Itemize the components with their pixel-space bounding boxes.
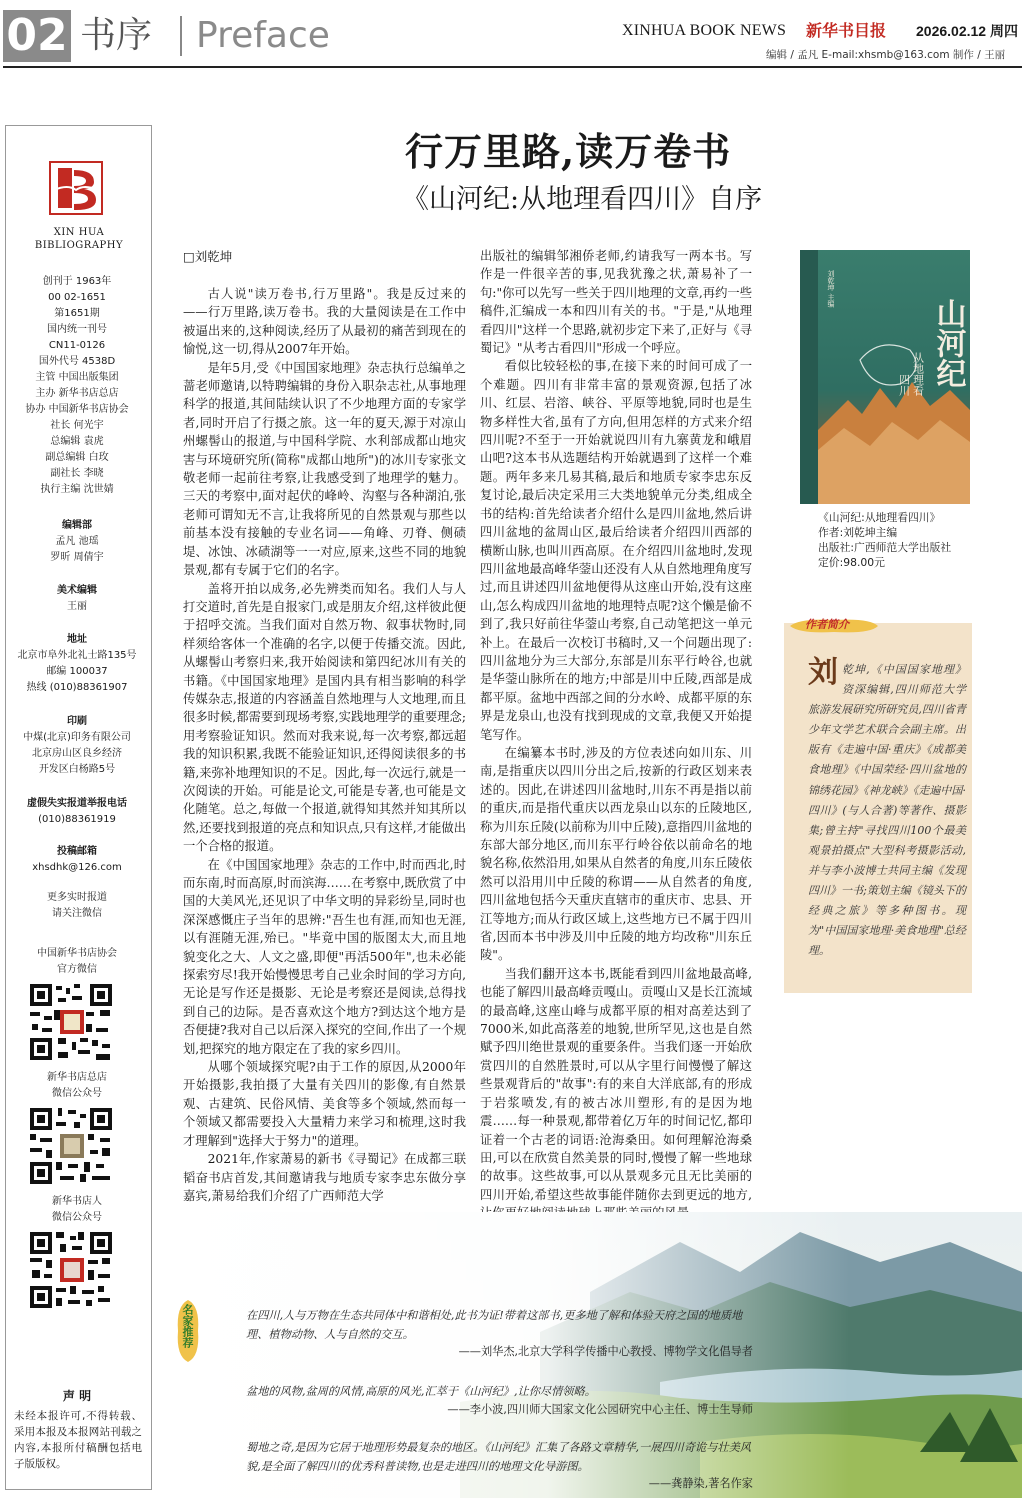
art-name: 王丽 xyxy=(67,601,87,612)
print-label: 印刷 xyxy=(67,716,87,727)
follow-block xyxy=(8,890,146,922)
info-line: 国内统一刊号 xyxy=(47,324,107,335)
book-title: 《山河纪:从地理看四川》 xyxy=(818,511,941,524)
info-line: 社长 何光宇 xyxy=(50,420,104,431)
info-line: 第1651期 xyxy=(54,308,100,319)
editorial-label: 编辑部 xyxy=(62,520,92,531)
printer-block xyxy=(8,714,146,778)
printer-line: 中煤(北京)印务有限公司 xyxy=(23,732,131,743)
qr-label-line: 中国新华书店协会 xyxy=(37,948,117,959)
recommend-quote-1: 在四川,人与万物在生态共同体中和谐相处,此书为证!带着这部书,更多地了解和体验天府之国的地质地理、植物动物、人与自然的交互。 xyxy=(246,1309,743,1341)
recommend-tag: 名家推荐 xyxy=(181,1304,194,1348)
article-subtitle: 《山河纪:从地理看四川》自序 xyxy=(402,184,763,215)
report-label: 虚假失实报道举报电话 xyxy=(27,798,127,809)
recommend-source-3: ——龚静染,著名作家 xyxy=(648,1477,753,1490)
printer-line: 北京房山区良乡经济 xyxy=(32,748,122,759)
cover-subtitle-2: 四川 xyxy=(897,374,911,396)
qr-label-line: 新华书店人 xyxy=(52,1196,102,1207)
newspaper-name-en: XINHUA BOOK NEWS xyxy=(622,22,787,39)
paragraph: 从哪个领域探究呢?由于工作的原因,从2000年开始摄影,我拍摄了大量有关四川的影像,有自然景观、古建筑、民俗风情、美食等多个领域,然而每一个领域又都需要投入大量精力来学习和梳理,这时我才理解到"选择大于努力"的道理。 xyxy=(183,1060,466,1148)
book-publisher: 出版社:广西师范大学出版社 xyxy=(818,541,952,554)
recommend-source-2: ——李小波,四川师大国家文化公园研究中心主任、博士生导师 xyxy=(447,1403,753,1416)
statement-label: 声 明 xyxy=(62,1389,92,1403)
art-editor-block xyxy=(8,583,146,615)
logo-text-line-1: XIN HUA xyxy=(53,227,105,238)
paragraph: 古人说"读万卷书,行万里路"。我是反过来的——行万里路,读万卷书。我的大量阅读是在工作中被逼出来的,这种阅读,经历了从最初的痛苦到现在的愉悦,这一切,得从2007年开始。 xyxy=(183,287,466,357)
author-intro-body: 乾坤,《中国国家地理》资深编辑,四川师范大学旅游发展研究所研究员,四川省青少年文学艺术联合会副主席。出版有《走遍中国·重庆》《成都美食地理》《中国荣经·四川盆地的锦绣花园》《神龙峡》《走遍中国·四川》(与人合著)等著作、摄影集;曾主持"寻找四川100个最美观景拍摄点"大型科考摄影活动,并与李小波博士共同主编《发现四川》一书;策划主编《镜头下的经典之旅》等多种图书。现为"中国国家地理·美食地理"总经理。 xyxy=(808,663,966,958)
printer-line: 开发区白杨路5号 xyxy=(38,764,116,775)
cover-title: 山河纪 xyxy=(930,298,966,388)
info-line: 副社长 李晓 xyxy=(50,468,104,479)
info-line: 副总编辑 白玫 xyxy=(45,452,109,463)
book-cover-image xyxy=(800,250,970,504)
book-price: 定价:98.00元 xyxy=(818,556,885,569)
qr2-label xyxy=(8,1070,146,1102)
header-rule xyxy=(3,66,1022,68)
editorial-names: 罗昕 周倩宇 xyxy=(50,552,104,563)
recommend-quote-2: 盆地的风物,盆周的风情,高原的风光,汇萃于《山河纪》,让你尽情领略。 xyxy=(246,1385,596,1398)
article-column-1 xyxy=(183,285,466,1205)
xinhua-logo-icon xyxy=(48,160,104,216)
editorial-names: 孟凡 池瑶 xyxy=(55,536,99,547)
hotline: 热线 (010)88361907 xyxy=(26,682,128,693)
recommend-quote-3: 蜀地之奇,是因为它居于地理形势最复杂的地区。《山河纪》汇集了各路文章精华,一展四川奇诡与壮美风貌,是全面了解四川的优秀科普读物,也是走进四川的地理文化导游图。 xyxy=(246,1441,751,1473)
qr-label-line: 微信公众号 xyxy=(52,1212,102,1223)
address-label: 地址 xyxy=(67,634,87,645)
mail-label: 投稿邮箱 xyxy=(57,846,97,857)
qr-code-icon[interactable] xyxy=(24,980,118,1064)
section-title-cn: 书序 xyxy=(80,15,153,56)
info-line: 国外代号 4538D xyxy=(38,356,116,367)
weekday: 周四 xyxy=(989,23,1018,39)
mail-address[interactable]: xhsdhk@126.com xyxy=(32,862,122,873)
paragraph: 出版社的编辑邹湘侨老师,约请我写一两本书。写作是一件很辛苦的事,见我犹豫之状,萧易补了一句:"你可以先写一些关于四川地理的文章,再约一些稿件,汇编成一本和四川有关的书。"于是,"从地理看四川"这样一个思路,就初步定下来了,正好与《寻蜀记》"从考古看四川"形成一个呼应。 xyxy=(480,249,752,356)
info-line: CN11-0126 xyxy=(48,340,106,351)
info-line: 创刊于 1963年 xyxy=(42,276,112,287)
address-block xyxy=(8,632,146,696)
paragraph: 盖将开拍以成务,必先辨类而知名。我们人与人打交道时,首先是自报家门,或是朋友介绍,这样彼此便于招呼交流。当我们面对自然万物、叙事状物时,同样须给客体一个准确的名字,以便于传播交流。因此,从螺髻山考察归来,我开始阅读和第四纪冰川有关的书籍。《中国国家地理》是国内具有相当影响的科学传媒杂志,报道的内容涵盖自然地理与人文地理,而且很多时候,都需要到现场考察,实践地理学的重要理念;用考察验证知识。然而对我来说,每一次考察,都远超我的知识积累,我既不能验证知识,还得阅读很多的书籍,来弥补地理知识的不足。因此,每一次远行,就是一次阅读的开始。可能是论文,可能是专著,也可能是文化随笔。总之,每做一个报道,就得知其然并知其所以然,还要找到报道的亮点和知识点,只有这样,才能做出一个合格的报道。 xyxy=(183,581,466,854)
mail-block xyxy=(8,844,146,876)
statement-text: 未经本报许可,不得转载、采用本报及本报网站刊载之内容,本报所付稿酬包括电子版版权。 xyxy=(14,1410,142,1470)
author-intro-text xyxy=(808,660,966,961)
info-line: 执行主编 沈世婧 xyxy=(40,484,114,495)
follow-line: 更多实时报道 xyxy=(47,892,107,903)
masthead-info xyxy=(8,274,146,498)
paragraph: 看似比较轻松的事,在接下来的时间可成了一个难题。四川有非常丰富的景观资源,包括了冰川、红层、岩溶、峡谷、平原等地貌,同时也是生物多样性大省,虽有了方向,但用怎样的方式来介绍四川呢?不至于一开始就说四川有九寨黄龙和峨眉山吧?这本书从选题结构开始就遇到了这样一个难题。两年多来几易其稿,最后和地质专家李忠东反复讨论,最后决定采用三大类地貌单元分类,组成全书的结构:首先给读者介绍什么是四川盆地,然后讲四川盆地的盆周山区,最后给读者介绍四川西部的横断山脉,也叫川西高原。在介绍四川盆地时,发现四川盆地最高峰华蓥山还没有人从自然地理角度写过,而且讲述四川盆地便得从这座山开始,没有这座山,怎么构成四川盆地的地理特点呢?这个懒是偷不到了,我只好前往华蓥山考察,自己动笔把这一单元补上。在最后一次校订书稿时,又一个问题出现了:四川盆地分为三大部分,东部是川东平行岭谷,也就是华蓥山脉所在的地方;中部是川中丘陵,西部是成都平原。盆地中西部之间的分水岭、成都平原的东界是龙泉山,也没有找到现成的文章,我便又开始提笔写作。 xyxy=(480,359,752,742)
logo-text xyxy=(15,226,143,252)
book-caption xyxy=(818,510,951,570)
info-line: 00 02-1651 xyxy=(48,292,106,303)
qr-code-icon[interactable] xyxy=(24,1104,118,1188)
qr-label-line: 官方微信 xyxy=(57,964,97,975)
cover-subtitle-1: 从地理看 xyxy=(911,352,925,396)
qr3-label xyxy=(8,1194,146,1226)
newspaper-name-cn: 新华书目报 xyxy=(806,21,887,40)
author-intro-tag: 作者简介 xyxy=(805,618,849,631)
book-author: 作者:刘乾坤主编 xyxy=(818,526,898,539)
section-title-en: Preface xyxy=(196,15,330,56)
info-line: 主办 新华书店总店 xyxy=(35,388,119,399)
qr-code-icon[interactable] xyxy=(24,1228,118,1312)
recommend-source-1: ——刘华杰,北京大学科学传播中心教授、博物学文化倡导者 xyxy=(458,1345,753,1358)
paragraph: 在编纂本书时,涉及的方位表述向如川东、川南,是指重庆以四川分出之后,按新的行政区划来表述的。因此,在讲述四川盆地时,川东不再是指以前的重庆,而是指代重庆以西龙泉山以东的丘陵地区,称为川东丘陵(以前称为川中丘陵),意指四川盆地的东部大部分地区,而川东平行岭谷依以前命名的地貌名称,依然沿用,如果从自然者的角度,川东丘陵依然可以沿用川中丘陵的称谓——从自然者的角度,四川盆地包括今天重庆直辖市的重庆市、忠县、开江等地方;而从行政区域上,这些地方已不属于四川省,因而本书中涉及川中丘陵的地方均改称"川东丘陵"。 xyxy=(480,745,752,963)
report-block xyxy=(8,796,146,828)
author-initial: 刘 xyxy=(808,655,838,690)
section-divider xyxy=(180,16,182,56)
article-title: 行万里路,读万卷书 xyxy=(405,129,732,174)
logo-text-line-2: BIBLIOGRAPHY xyxy=(34,240,124,251)
info-line: 总编辑 袁虎 xyxy=(50,436,104,447)
paragraph: 2021年,作家萧易的新书《寻蜀记》在成都三联韬奋书店首发,其间邀请我与地质专家李忠东做分享嘉宾,萧易给我们介绍了广西师范大学 xyxy=(183,1152,466,1203)
article-byline: □刘乾坤 xyxy=(183,249,233,264)
address-line: 北京市阜外北礼士路135号 xyxy=(17,650,137,661)
editorial-block xyxy=(8,518,146,566)
paragraph: 在《中国国家地理》杂志的工作中,时而西北,时而东南,时而高原,时而滨海……在考察中,既欣赏了中国的大美风光,还见识了中华文明的异彩纷呈,同时也深深感慨庄子当年的思辨:"吾生也有涯,而知也无涯,以有涯随无涯,殆已。"毕竟中国的版图太大,而且地貌变化之大、人文之盛,即便"再活500年",也未必能探索穷尽!我开始慢慢思考自己业余时间的学习方向,无论是写作还是摄影、无论是考察还是阅读,总得找到自己的边际。是否喜欢这个地方?到达这个地方是否便捷?我对自己以后深入探究的空间,作出了一个规划,把探究的地方限定在了我的家乡四川。 xyxy=(183,857,466,1056)
follow-line: 请关注微信 xyxy=(52,908,102,919)
issue-date xyxy=(916,20,1018,42)
postcode: 邮编 100037 xyxy=(46,666,108,677)
initial-spacer xyxy=(808,660,842,682)
page-number: 02 xyxy=(3,10,71,62)
qr-label-line: 微信公众号 xyxy=(52,1088,102,1099)
article-column-2 xyxy=(480,247,752,1223)
paragraph: 是年5月,受《中国国家地理》杂志执行总编单之蔷老师邀请,以特聘编辑的身份入职杂志社,从事地理科学的报道,其间陆续认识了不少地理方面的专家学者,同时开启了行摄之旅。这一年的夏天,源于对凉山州螺髻山的报道,与中国科学院、水利部成都山地灾害与环境研究所(简称"成都山地所")的冰川专家张文敬老师一起前往考察,让我感受到了地理学的魅力。三天的考察中,面对起伏的峰岭、沟壑与各种湖泊,张老师可谓知无不言,让我将所见的自然景观与那些以前基本没有接触的专业名词——角峰、刃脊、侧碛堤、冰蚀、冰碛湖等一一对应,原来,这些不同的地貌景观,都有专属于它们的名字。 xyxy=(183,360,466,578)
paragraph: 当我们翻开这本书,既能看到四川盆地最高峰,也能了解四川最高峰贡嘎山。贡嘎山又是长江流域的最高峰,这座山峰与成都平原的相对高差达到了7000米,如此高落差的地貌,世所罕见,这也是自然赋予四川绝世景观的重要条件。当我们逐一开始欣赏四川的自然胜景时,可以从字里行间慢慢了解这些景观背后的"故事":有的来自大洋底部,有的形成于岩浆喷发,有的被古冰川塑形,有的是因为地震……每一种景观,都带着亿万年的时间记忆,都印证着一个古老的词语:沧海桑田。如何理解沧海桑田,可以在欣赏自然美景的同时,慢慢了解一些地球的故事。这些故事,可以从景观多元且无比美丽的四川开始,希望这些故事能伴随你去到更远的地方, xyxy=(480,966,752,1202)
date: 2026.02.12 xyxy=(916,23,987,39)
qr1-label xyxy=(8,946,146,978)
info-line: 协办 中国新华书店协会 xyxy=(25,404,129,415)
info-line: 主管 中国出版集团 xyxy=(35,372,119,383)
art-label: 美术编辑 xyxy=(57,585,97,596)
report-phone: (010)88361919 xyxy=(38,814,116,825)
page-credits: 编辑 / 孟凡 E-mail:xhsmb@163.com 制作 / 王丽 xyxy=(766,49,1006,61)
qr-label-line: 新华书店总店 xyxy=(47,1072,107,1083)
cover-author: 刘乾坤 主编 xyxy=(827,270,835,308)
